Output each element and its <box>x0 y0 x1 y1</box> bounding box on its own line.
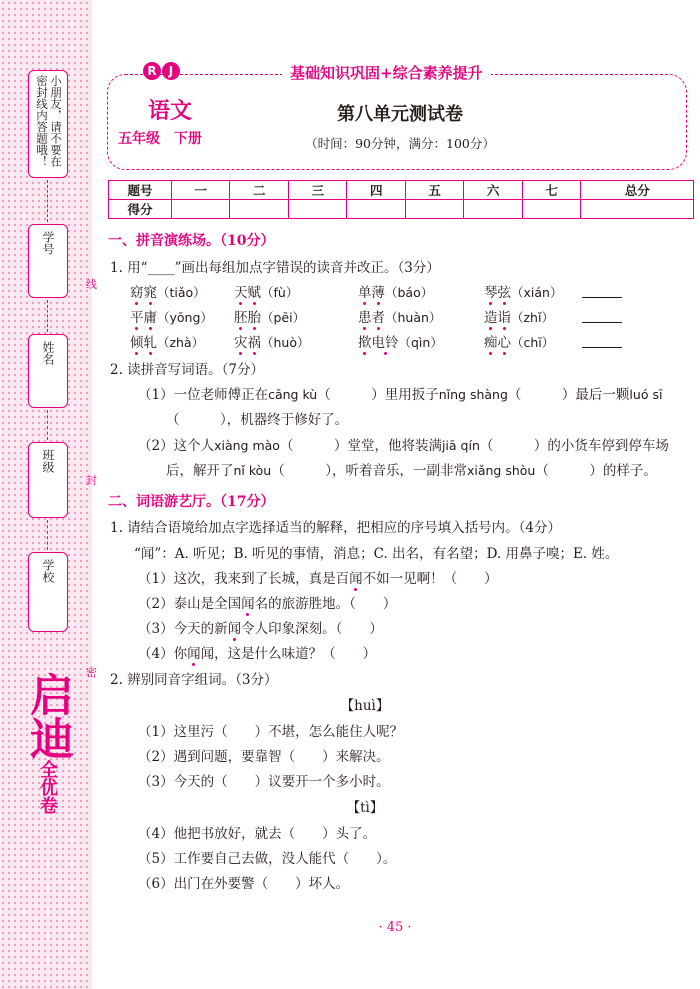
seal-line-1 <box>47 180 48 222</box>
ti-item: （6）出门在外要警（ ）坏人。 <box>138 876 350 892</box>
grade: 五年级 下册 <box>118 131 202 147</box>
notice-text: 小朋友，请不要在密封线内答题哦！ <box>35 75 63 167</box>
wen-item: （4）你闻闻，这是什么味道？（ ） <box>138 646 377 662</box>
score-cell[interactable] <box>172 200 230 219</box>
exam-info: （时间：90分钟，满分：100分） <box>305 136 495 151</box>
student-id-box <box>28 224 68 298</box>
pinyin-item: 窈窕（tiǎo） <box>130 285 206 301</box>
seal-line-3 <box>47 410 48 440</box>
hui-item: （3）今天的（ ）议要开一个多小时。 <box>138 774 390 790</box>
score-cell[interactable] <box>288 200 346 219</box>
ti-item: （5）工作要自己去做，没人能代（ ）。 <box>138 851 397 867</box>
subject: 语文 <box>148 98 193 124</box>
q1-2-line-4: 后，解开了nǐ kòu（ ），听着音乐，一副非常xiǎng shòu（ ）的样子。 <box>166 463 657 479</box>
pinyin-item: 患者（huàn） <box>358 310 442 326</box>
seal-line-2 <box>47 300 48 332</box>
definition-line: “闻”：A. 听见；B. 听见的事情，消息；C. 出名，有名望；D. 用鼻子嗅；E. 姓。 <box>134 546 619 562</box>
pinyin-item: 平庸（yōng） <box>130 310 213 326</box>
score-cell[interactable] <box>464 200 522 219</box>
pinyin-item: 单薄（báo） <box>358 285 434 301</box>
hui-item: （2）遇到问题，要靠智（ ）来解决。 <box>138 749 390 765</box>
pinyin-item: 倾轧（zhà） <box>130 335 205 351</box>
school-label: 学校 <box>41 559 55 583</box>
ti-item: （4）他把书放好，就去（ ）头了。 <box>138 826 377 842</box>
pinyin-item: 胚胎（pēi） <box>234 310 306 326</box>
name-box <box>28 334 68 408</box>
question-1-2: 2. 读拼音写词语。（7分） <box>110 362 265 378</box>
score-cell[interactable] <box>230 200 288 219</box>
seal-line-4 <box>47 520 48 550</box>
answer-blank[interactable] <box>582 285 622 298</box>
cut-mark-secret: 密 <box>86 666 97 679</box>
score-table-header: 题号 一 二 三 四 五 六 七 总分 <box>109 181 694 200</box>
hui-item: （1）这里污（ ）不堪，怎么能住人呢？ <box>138 724 404 740</box>
wen-item: （2）泰山是全国闻名的旅游胜地。（ ） <box>138 596 397 612</box>
q1-2-line-3: （2）这个人xiàng mào（ ）堂堂，他将装满jiā qín（ ）的小货车停到停车场 <box>138 438 669 454</box>
page-number: · 45 · <box>378 920 412 935</box>
section-2-title: 二、词语游艺厅。（17分） <box>108 494 275 510</box>
question-1-1: 1. 用“____”画出每组加点字错误的读音并改正。（3分） <box>110 260 440 276</box>
score-table <box>108 180 694 219</box>
pinyin-item: 痴心（chī） <box>484 335 555 351</box>
cut-mark-seal: 封 <box>86 474 97 487</box>
score-cell[interactable] <box>581 200 694 219</box>
rj-badge: R J <box>143 62 181 80</box>
pinyin-item: 天赋（fù） <box>234 285 299 301</box>
class-box <box>28 442 68 518</box>
question-2-2: 2. 辨别同音字组词。（3分） <box>110 672 278 688</box>
brand-logo: 启迪全优卷 <box>22 672 73 814</box>
q1-2-line-1: （1）一位老师傅正在cāng kù（ ）里用扳子nǐng shàng（ ）最后一颗luó sī <box>138 387 663 403</box>
score-table-row: 得分 <box>109 200 694 219</box>
slogan: 基础知识巩固+综合素养提升 <box>282 62 491 83</box>
pinyin-item: 揿电铃（qìn） <box>358 335 443 351</box>
page-title: 第八单元测试卷 <box>337 104 463 125</box>
student-id-label: 学号 <box>41 231 55 255</box>
score-cell[interactable] <box>522 200 580 219</box>
class-label: 班级 <box>41 449 55 473</box>
answer-blank[interactable] <box>582 335 622 348</box>
section-1-title: 一、拼音演练场。（10分） <box>108 233 275 249</box>
ti-header: 【tì】 <box>346 800 384 816</box>
score-cell[interactable] <box>347 200 405 219</box>
pinyin-item: 琴弦（xián） <box>484 285 563 301</box>
wen-item: （1）这次，我来到了长城，真是百闻不如一见啊！（ ） <box>138 571 498 587</box>
question-2-1: 1. 请结合语境给加点字选择适当的解释，把相应的序号填入括号内。（4分） <box>110 520 562 536</box>
name-label: 姓名 <box>41 341 55 365</box>
cut-mark-line: 线 <box>86 278 97 291</box>
q1-2-line-2: （ ），机器终于修好了。 <box>166 412 349 428</box>
school-box <box>28 552 68 632</box>
hui-header: 【huì】 <box>340 698 390 714</box>
answer-blank[interactable] <box>582 310 622 323</box>
pinyin-item: 造诣（zhǐ） <box>484 310 554 326</box>
pinyin-item: 灾祸（huò） <box>234 335 310 351</box>
score-cell[interactable] <box>405 200 463 219</box>
wen-item: （3）今天的新闻令人印象深刻。（ ） <box>138 621 383 637</box>
